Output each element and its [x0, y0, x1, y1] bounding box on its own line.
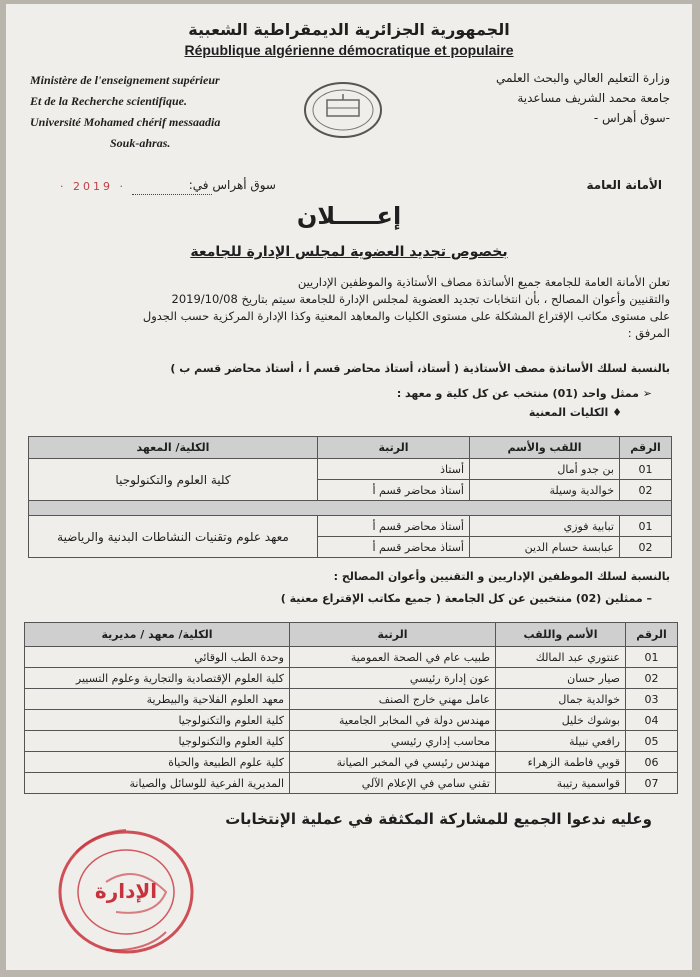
document-page [6, 4, 692, 970]
cell-name: بن جدو أمال [470, 459, 620, 480]
intro-line-3: على مستوى مكاتب الإقتراع المشكلة على مستوى الكليات والمعاهد المعنية وكذا الإدارة المركزية حسب الجدول [142, 309, 670, 323]
table1-separator-row [29, 501, 672, 516]
secretariat-label: الأمانة العامة [586, 178, 662, 192]
table1-header-row [29, 437, 672, 459]
intro-line-2: والتقنيين وأعوان المصالح ، بأن انتخابات تجديد العضوية لمجلس الإدارة للجامعة سيتم بتاريخ 2019/10/08 [171, 292, 670, 306]
cell-rank: أستاذ [318, 459, 470, 480]
cell-number: 05 [626, 731, 678, 752]
ministry-line: Ministère de l'enseignement supérieur [30, 73, 220, 87]
table-row [29, 516, 672, 537]
cell-unit: معهد العلوم الفلاحية والبيطرية [25, 689, 290, 710]
table-row [25, 668, 678, 689]
ministry-ar: وزارة التعليم العالي والبحث العلمي [496, 71, 670, 85]
cell-name: خوالدية وسيلة [470, 480, 620, 501]
cell-rank: مهندس دولة في المخابر الجامعية [290, 710, 496, 731]
table1-header-number: الرقم [620, 437, 672, 459]
section1-sub: ♦ الكليات المعنية [528, 406, 622, 419]
table-row [25, 710, 678, 731]
cell-unit: كلية العلوم والتكنولوجيا [25, 710, 290, 731]
cell-name: تبابية فوزي [470, 516, 620, 537]
separator-cell [29, 501, 672, 516]
cell-rank: طبيب عام في الصحة العمومية [290, 647, 496, 668]
cell-rank: مهندس رئيسي في المخبر الصيانة [290, 752, 496, 773]
table-row [25, 752, 678, 773]
cell-rank: أستاذ محاضر قسم أ [318, 516, 470, 537]
cell-unit: كلية علوم الطبيعة والحياة [25, 752, 290, 773]
table2-header-row [25, 623, 678, 647]
closing-line: وعليه ندعوا الجميع للمشاركة المكثفة في عملية الإنتخابات [225, 810, 652, 828]
cell-unit: وحدة الطب الوقائي [25, 647, 290, 668]
announcement-subject [6, 244, 692, 260]
republic-fr: République algérienne démocratique et populaire [184, 42, 514, 58]
section2-heading: بالنسبة لسلك الموظفين الإداريين و التقنيين وأعوان المصالح : [333, 570, 670, 583]
university-logo [302, 80, 384, 140]
city-line: Souk-ahras. [110, 136, 171, 150]
table-staff [24, 622, 678, 794]
cell-faculty: معهد علوم وتقنيات النشاطات البدنية والرياضية [29, 516, 318, 558]
university-ar: جامعة محمد الشريف مساعدية [517, 91, 670, 105]
cell-number: 01 [626, 647, 678, 668]
cell-name: خوالدية جمال [496, 689, 626, 710]
table-row [25, 647, 678, 668]
cell-rank: عون إدارة رئيسي [290, 668, 496, 689]
section2-bullet [281, 592, 652, 605]
cell-unit: كلية العلوم الإقتصادية والتجارية وعلوم التسيير [25, 668, 290, 689]
official-stamp [46, 822, 206, 962]
date-label: سوق أهراس في: [188, 178, 276, 192]
republic-ar: الجمهورية الجزائرية الديمقراطية الشعبية [188, 20, 510, 39]
cell-number: 02 [620, 480, 672, 501]
cell-unit: كلية العلوم والتكنولوجيا [25, 731, 290, 752]
cell-rank: أستاذ محاضر قسم أ [318, 480, 470, 501]
table-row [25, 731, 678, 752]
table2-header-number: الرقم [626, 623, 678, 647]
cell-number: 04 [626, 710, 678, 731]
cell-name: بوشوك خليل [496, 710, 626, 731]
subject-text: بخصوص تجديد العضوية لمجلس الإدارة للجامعة [190, 244, 508, 260]
table2-header-rank: الرتبة [290, 623, 496, 647]
dash-bullet-icon: – [642, 592, 652, 605]
table2-header-unit: الكلية/ معهد / مديرية [25, 623, 290, 647]
section1-heading: بالنسبة لسلك الأساتذة مصف الأستاذية ( أستاذ، أستاذ محاضر قسم أ ، أستاذ محاضر قسم ب ) [170, 362, 670, 375]
intro-line-4: المرفق : [627, 326, 670, 340]
cell-name: قواسمية رتيبة [496, 773, 626, 794]
left-header-fr [30, 70, 220, 154]
cell-name: صيار حسان [496, 668, 626, 689]
research-line: Et de la Recherche scientifique. [30, 94, 187, 108]
cell-number: 02 [626, 668, 678, 689]
section1-bullet-text: ممثل واحد (01) منتخب عن كل كلية و معهد : [396, 387, 639, 400]
date-line [46, 178, 276, 198]
cell-unit: المديرية الفرعية للوسائل والصيانة [25, 773, 290, 794]
date-dots [132, 194, 212, 195]
table-row [25, 773, 678, 794]
table-row [25, 689, 678, 710]
cell-rank: عامل مهني خارج الصنف [290, 689, 496, 710]
announcement-title: إعـــــلان [296, 202, 402, 230]
cell-number: 03 [626, 689, 678, 710]
cell-name: عبابسة حسام الدين [470, 537, 620, 558]
university-line: Université Mohamed chérif messaadia [30, 115, 221, 129]
cell-name: قوبي فاطمة الزهراء [496, 752, 626, 773]
right-header-ar [496, 68, 670, 128]
cell-name: عنتوري عبد المالك [496, 647, 626, 668]
intro-line-1: تعلن الأمانة العامة للجامعة جميع الأساتذة مصاف الأستاذية والموظفين الإداريين [297, 275, 670, 289]
table1-header-faculty: الكلية/ المعهد [29, 437, 318, 459]
table1-header-rank: الرتبة [318, 437, 470, 459]
section2-bullet-text: ممثلين (02) منتخبين عن كل الجامعة ( جميع مكاتب الإقتراع معنية ) [280, 592, 643, 605]
cell-name: رافعي نبيلة [496, 731, 626, 752]
cell-number: 06 [626, 752, 678, 773]
table2-header-name: الأسم واللقب [496, 623, 626, 647]
cell-number: 02 [620, 537, 672, 558]
cell-rank: محاسب إداري رئيسي [290, 731, 496, 752]
stamp-text: الإدارة [94, 879, 158, 903]
intro-paragraph [36, 274, 670, 342]
date-stamp: · 2019 · [60, 180, 126, 193]
cell-number: 01 [620, 459, 672, 480]
table-row [29, 459, 672, 480]
city-ar: -سوق أهراس - [593, 111, 670, 125]
arrow-bullet-icon: ➢ [638, 387, 652, 400]
cell-number: 01 [620, 516, 672, 537]
table-professors [28, 436, 672, 558]
cell-rank: تقني سامي في الإعلام الآلي [290, 773, 496, 794]
cell-number: 07 [626, 773, 678, 794]
cell-rank: أستاذ محاضر قسم أ [318, 537, 470, 558]
cell-faculty: كلية العلوم والتكنولوجيا [29, 459, 318, 501]
section1-bullet [397, 387, 652, 400]
table1-header-name: اللقب والأسم [470, 437, 620, 459]
